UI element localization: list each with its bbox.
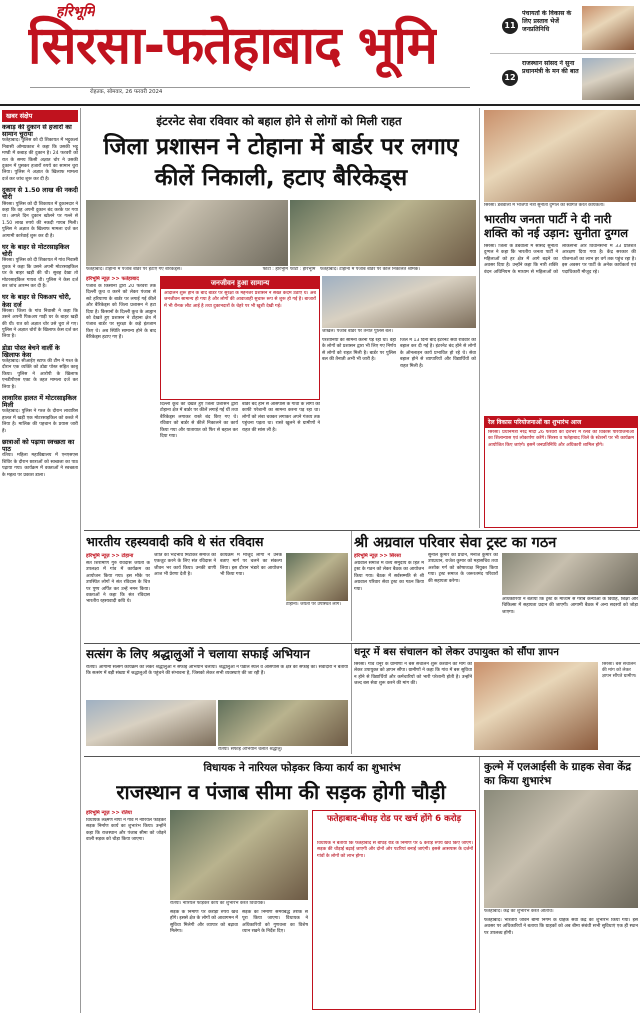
brief-item-body: सिरसा। जिला के गांव निवासी ने कहा कि उसने अपनी पिकअप गाड़ी घर के बाहर खड़ी की थी। रात को अज्ञात चोर उसे चुरा ले गए। पुलिस ने अज्ञात चोरों के खिलाफ केस दर्ज कर लिया है। bbox=[2, 308, 78, 340]
brief-item-head: घर के बाहर से मोटरसाइकिल चोरी bbox=[2, 242, 70, 259]
ravidas-photo bbox=[286, 553, 348, 601]
lead-box-body: आंदोलन शुरू होने के बाद बार्डर पर सुरक्षा के मद्देनजर प्रशासन ने सख्त कदम उठाए थे। अब जनजीवन सामान्य हो गया है और लोगों की आवाजाही सुचारू रूप से शुरू हो गई है। बाजारों में भी रौनक लौट आई है तथा दुकानदारों के चेहरे पर भी खुशी देखी गई। bbox=[164, 291, 316, 309]
teaser-2-photo bbox=[582, 58, 634, 100]
satsang-headline: सत्संग के लिए श्रद्धालुओं ने चलाया सफाई अभियान bbox=[86, 647, 310, 661]
brief-item-body: फतेहाबाद। सीआईए स्टाफ की टीम ने गश्त के दौरान एक व्यक्ति को डोडा पोस्त सहित काबू किया। पुलिस ने आरोपी के खिलाफ एनडीपीएस एक्ट के तहत मामला दर्ज कर लिया है। bbox=[2, 359, 78, 390]
brief-label: खबर संक्षेप bbox=[2, 110, 78, 122]
brief-item-body: सिरसा। पुलिस को दी शिकायत में दुकानदार ने कहा कि वह अपनी दुकान बंद करके घर गया था। अगले दिन दुकान खोलने पर गल्ले से 1.50 लाख रुपये की नकदी गायब मिली। पुलिस ने अज्ञात के खिलाफ मामला दर्ज कर आगामी कार्रवाई शुरू कर दी है। bbox=[2, 201, 78, 239]
lead-body-col5: जिले में 13 दिनों बाद इंटरनेट सेवा रविवार को बहाल कर दी गई है। इंटरनेट बंद होने से लोगों के ऑनलाइन कार्य प्रभावित हो रहे थे। सेवा बहाल होने से व्यापारियों और विद्यार्थियों को राहत मिली है। bbox=[400, 338, 476, 369]
kulme-body: फतेहाबाद। भारतीय जीवन बीमा निगम के ग्राहक सेवा केंद्र का शुभारंभ किया गया। इस अवसर पर अधिकारियों ने बताया कि ग्राहकों को अब बीमा संबंधी सभी सुविधाएं एक ही स्थान पर उपलब्ध होंगी। bbox=[484, 918, 638, 936]
lead-photo-credit-2: फोटो : हरिभूमि bbox=[290, 267, 316, 272]
agrawal-body-col2: सुनील कुमार को प्रधान, मनोज कुमार को उपप्रधान, राजेश कुमार को महासचिव तथा अशोक गर्ग को कोषाध्यक्ष नियुक्त किया गया। ट्रस्ट समाज के जरूरतमंद परिवारों की सहायता करेगा। bbox=[428, 553, 498, 584]
brief-item bbox=[2, 187, 78, 240]
brand-name: हरिभूमि bbox=[56, 4, 95, 20]
satsang-photo-caption: रतिया। सफाई अभियान चलाते श्रद्धालु। bbox=[218, 747, 283, 752]
rail-box bbox=[484, 416, 638, 528]
teaser-2-number: 12 bbox=[502, 70, 518, 86]
teaser-1-photo bbox=[582, 6, 634, 50]
lead-body-col3: बार्डर बंद होने से आसपास के गांवों के लोगों को काफी परेशानी का सामना करना पड़ रहा था। लोगों को लंबा चक्कर लगाकर अपने गंतव्य तक पहुंचना पड़ता था। रास्ते खुलने से ग्रामीणों ने राहत की सांस ली है। bbox=[242, 402, 320, 433]
column-rule bbox=[351, 644, 352, 754]
dhanur-body: सिरसा। गांव धनूर के ग्रामीणों ने बस संचालन शुरू करवाने की मांग को लेकर उपायुक्त को ज्ञापन सौंपा। ग्रामीणों ने कहा कि गांव में बस सुविधा न होने से विद्यार्थियों और कर्मचारियों को भारी परेशानी होती है। उन्होंने जल्द बस सेवा शुरू करने की मांग की। bbox=[354, 662, 472, 687]
kulme-headline: कुल्मे में एलआईसी के ग्राहक सेवा केंद्र का किया शुभारंभ bbox=[484, 761, 632, 787]
ravidas-body-col3: कार्यक्रम में मौजूद लोगों ने उनके बताए मार्ग पर चलने का संकल्प लिया। इस दौरान भंडारे का आयोजन भी किया गया। bbox=[220, 553, 282, 578]
brief-item bbox=[2, 345, 78, 391]
section-rule bbox=[84, 643, 640, 644]
lead-photo-nails bbox=[290, 200, 476, 266]
road-box-head: फतेहाबाद-बीघड़ रोड पर खर्च होंगे 6 करोड़ bbox=[326, 814, 462, 824]
lead-body-col2: दिल्ली कूच को देखते हुए जिला प्रशासन द्वारा टोहाना क्षेत्र में बार्डर पर कीलें लगाई गई थीं तथा बैरिकेड्स लगाकर रास्ते बंद किए गए थे। रविवार को बार्डर से कीलें निकालने का कार्य किया गया और यातायात को फिर से बहाल कर दिया गया। bbox=[160, 402, 238, 440]
kulme-photo bbox=[484, 790, 638, 908]
column-rule bbox=[80, 108, 81, 1013]
brief-item-body: सिरसा। पुलिस को दी शिकायत में गांव निवासी युवक ने कहा कि उसने अपनी मोटरसाइकिल घर के बाहर खड़ी की थी। सुबह देखा तो मोटरसाइकिल गायब थी। पुलिस ने केस दर्ज कर जांच आरम्भ कर दी है। bbox=[2, 258, 78, 289]
lead-photo-caption-3: जाखल। पंजाब बार्डर पर तैनात पुलिस बल। bbox=[322, 329, 393, 334]
teaser-1-number: 11 bbox=[502, 18, 518, 34]
brief-item bbox=[2, 439, 78, 479]
lead-box-head: जनजीवन हुआ सामान्य bbox=[161, 277, 319, 289]
brief-item-head: लावारिस हालत में मोटरसाइकिल मिली bbox=[2, 394, 77, 410]
brief-item-head: छात्राओं को पढ़ाया स्वच्छता का पाठ bbox=[2, 438, 75, 454]
road-byline: हरिभूमि न्यूज़ >> रतिया bbox=[86, 810, 132, 816]
teaser-1[interactable] bbox=[490, 4, 636, 54]
road-body-col2: सड़क के निर्माण पर करोड़ों रुपये खर्च होंगे। इससे क्षेत्र के लोगों को आवागमन में सुविधा मिलेगी और व्यापार को बढ़ावा मिलेगा। bbox=[170, 910, 238, 935]
lead-body-col1: पंजाब के किसानों द्वारा 20 फरवरी तक दिल्ली कूच व करने को लेकर पंजाब से सटे हरियाणा के बार्डर पर लगाई गई कीलें और बैरिकेड्स को जिला प्रशासन ने हटा दिया है। किसानों के दिल्ली कूच के आह्वान को देखते हुए प्रशासन ने टोहाना क्षेत्र में पंजाब बार्डर पर सुरक्षा के कड़े इंतजाम किए थे। अब स्थिति सामान्य होने के बाद बैरिकेड्स हटाए गए हैं। bbox=[86, 284, 156, 341]
bjp-photo-caption: सिरसा। डबवाली में भाजपा नेत्री सुनीता दुग्गल का स्वागत करते कार्यकर्ता। bbox=[484, 203, 605, 208]
dhanur-headline: धनूर में बस संचालन को लेकर उपायुक्त को सौंपा ज्ञापन bbox=[354, 647, 559, 658]
lead-photo-caption-2: फतेहाबाद। टोहाना में पंजाब बार्डर पर कीलें निकालते श्रमिक। bbox=[320, 267, 421, 272]
brief-item bbox=[2, 124, 78, 183]
column-rule bbox=[479, 757, 480, 1013]
agrawal-body-col3: अधिकारियों ने बताया कि ट्रस्ट के माध्यम से गरीब कन्याओं के विवाह, शिक्षा और चिकित्सा में सहायता प्रदान की जाएगी। आगामी बैठक में अन्य सदस्यों को जोड़ा जाएगा। bbox=[502, 597, 638, 615]
satsang-body: रतिया। आगामी सत्संग कार्यक्रम को लेकर श्रद्धालुओं ने सफाई अभियान चलाया। श्रद्धालुओं ने पंडाल स्थल व आसपास के क्षेत्र की सफाई की। सेवादारों ने बताया कि सत्संग में बड़ी संख्या में श्रद्धालुओं के पहुंचने की संभावना है, जिसको लेकर सभी व्यवस्थाएं की जा रही हैं। bbox=[86, 665, 348, 677]
road-inset-box bbox=[312, 810, 476, 1010]
brief-item bbox=[2, 395, 78, 435]
lead-inset-box bbox=[160, 276, 320, 400]
satsang-photo-2 bbox=[218, 700, 348, 746]
agrawal-photo bbox=[502, 553, 638, 595]
teaser-1-text: पंचायतों के विकास के लिए प्रस्ताव भेजें जनप्रतिनिधि bbox=[522, 10, 572, 33]
lead-photo-police bbox=[322, 276, 476, 328]
masthead-title: सिरसा-फतेहाबाद भूमि bbox=[28, 16, 437, 76]
road-body-col3: सड़क का निर्माण समयबद्ध तरीके से पूरा किया जाएगा। विधायक ने अधिकारियों को गुणवत्ता का विशेष ध्यान रखने के निर्देश दिए। bbox=[242, 910, 308, 935]
masthead bbox=[0, 0, 480, 100]
lead-photo-credit-1: फोटो : हरिभूमि bbox=[262, 267, 288, 272]
brief-list bbox=[2, 124, 78, 1010]
top-rule bbox=[0, 104, 640, 106]
road-photo-caption: रतिया। नारियल फोड़कर कार्य का शुभारंभ करते विधायक। bbox=[170, 901, 266, 906]
ravidas-headline: भारतीय रहस्यवादी कवि थे संत रविदास bbox=[86, 534, 264, 549]
lead-headline: जिला प्रशासन ने टोहाना में बार्डर पर लगाए कीलें निकाली, हटाए बैरिकेड्स bbox=[103, 134, 459, 191]
agrawal-byline: हरिभूमि न्यूज़ >> सिरसा bbox=[354, 553, 401, 559]
vidhayak-headline: विधायक ने नारियल फोड़कर किया कार्य का शुभारंभ bbox=[203, 762, 401, 774]
brief-item-head: कबाड़ की दुकान से हजारों का सामान चुराया bbox=[2, 124, 72, 139]
dateline: रोहतक, सोमवार, 26 फरवरी 2024 bbox=[86, 88, 166, 97]
ravidas-body-col1: संत शिरोमणि गुरु रविदास जयंती के उपलक्ष्य में गांव में कार्यक्रम का आयोजन किया गया। इस मौके पर उपस्थित लोगों ने संत रविदास के चित्र पर पुष्प अर्पित कर उन्हें नमन किया। वक्ताओं ने कहा कि संत रविदास भारतीय रहस्यवादी कवि थे। bbox=[86, 561, 150, 605]
teaser-2-text: राजस्थान सांसद ने सुना प्रधानमंत्री के मन की बात bbox=[522, 60, 579, 75]
satsang-photo-1 bbox=[86, 700, 216, 746]
agrawal-body-col1: अग्रवाल समाज में वैश्य समुदाय के हित में ट्रस्ट के गठन को लेकर बैठक का आयोजन किया गया। बैठक में सर्वसम्मति से श्री अग्रवाल परिवार सेवा ट्रस्ट का गठन किया गया। bbox=[354, 561, 424, 592]
brief-item-head: घर के बाहर से पिकअप चोरी, केस दर्ज bbox=[2, 293, 72, 309]
road-body-col1: विधायक लक्ष्मण नापा ने गांव में नारियल फोड़कर सड़क निर्माण कार्य का शुभारंभ किया। उन्होंने कहा कि राजस्थान और पंजाब सीमा को जोड़ने वाली सड़क को चौड़ा किया जाएगा। bbox=[86, 818, 166, 843]
lead-body-col4: परेशानियों का सामना करना पड़ रहा था। वहां के लोगों को प्रशासन द्वारा भी लिए गए निर्णय से लोगों को राहत मिली है। बार्डर पर पुलिस बल की तैनाती अभी भी जारी है। bbox=[322, 338, 396, 363]
brief-item-body: फतेहाबाद। पुलिस ने गश्त के दौरान लावारिस हालत में खड़ी एक मोटरसाइकिल को कब्जे में लिया है। मालिक की पहचान के प्रयास जारी हैं। bbox=[2, 409, 78, 434]
brief-item-body: रतिया। महिला महाविद्यालय में एनएसएस शिविर के दौरान छात्राओं को स्वच्छता का पाठ पढ़ाया गया। कार्यक्रम में वक्ताओं ने स्वच्छता के महत्व पर प्रकाश डाला। bbox=[2, 453, 78, 478]
ravidas-byline: हरिभूमि न्यूज़ >> टोहाना bbox=[86, 553, 134, 559]
road-box-body: विधायक ने बताया कि फतेहाबाद से बीघड़ रोड के निर्माण पर 6 करोड़ रुपये खर्च किए जाएंगे। सड़क की चौड़ाई बढ़ाई जाएगी और दोनों ओर पटरियां बनाई जाएंगी। इससे आसपास के दर्जनों गांवों के लोगों को लाभ होगा। bbox=[317, 841, 473, 859]
brief-item bbox=[2, 294, 78, 340]
dhanur-side-caption: सिरसा। बस संचालन की मांग को लेकर ज्ञापन सौंपते ग्रामीण। bbox=[602, 662, 637, 679]
ravidas-body-col2: जाति का भेदभाव मिटाकर समाज को एकजुट करने के लिए संत रविदास ने जीवन भर कार्य किया। उनकी वाणी आज भी प्रेरणा देती है। bbox=[154, 553, 216, 578]
road-headline: राजस्थान व पंजाब सीमा की सड़क होगी चौड़ी bbox=[116, 780, 446, 804]
brief-item-head: दुकान से 1.50 लाख की नकदी चोरी bbox=[2, 186, 78, 202]
column-rule bbox=[479, 108, 480, 528]
section-rule bbox=[84, 530, 640, 531]
road-photo bbox=[170, 810, 308, 900]
brief-item-head: डोडा पोस्त बेचने वालीं के खिलाफ केस bbox=[2, 343, 60, 359]
rail-body: सिरसा। प्रधानमंत्री नरेंद्र मोदी 26 फरवरी को देशभर में रेलवे की विकास परियोजनाओं का शिलान्यास एवं लोकार्पण करेंगे। सिरसा व फतेहाबाद जिले के स्टेशनों पर भी कार्यक्रम आयोजित किए जाएंगे। इसमें जनप्रतिनिधि और अधिकारी शामिल होंगे। bbox=[488, 430, 634, 448]
rail-label: रेल विकास परियोजनाओं का शुभारंभ आज bbox=[485, 417, 637, 428]
lead-photo-caption-1: फतेहाबाद। टोहाना में पंजाब बार्डर पर हटाए गए बैरिकेड्स। bbox=[86, 267, 182, 272]
lead-kicker: इंटरनेट सेवा रविवार को बहाल होने से लोगों को मिली राहत bbox=[156, 114, 402, 128]
bjp-body: सिरसा। जिला के डबवाली में सांसद सुनीता दुग्गल ने कहा कि भारतीय जनता पार्टी ने महिलाओं को हर क्षेत्र में आगे बढ़ने का अवसर दिया है। उन्होंने कहा कि नारी शक्ति वंदन अधिनियम के माध्यम से महिलाओं को लोकसभा और विधानसभा में 33 प्रतिशत आरक्षण दिया गया है। केंद्र सरकार की योजनाओं का लाभ हर वर्ग तक पहुंच रहा है। इस अवसर पर पार्टी के अनेक कार्यकर्ता एवं पदाधिकारी मौजूद रहे। bbox=[484, 244, 636, 275]
lead-byline: हरिभूमि न्यूज़ >> फतेहाबाद bbox=[86, 276, 139, 282]
bjp-photo bbox=[484, 110, 636, 202]
section-rule bbox=[84, 756, 640, 757]
column-rule bbox=[351, 531, 352, 641]
bjp-headline: भारतीय जनता पार्टी ने दी नारी शक्ति को नई उड़ान: सुनीता दुग्गल bbox=[484, 212, 629, 240]
brief-column bbox=[2, 110, 78, 1010]
lead-photo-barricades bbox=[86, 200, 288, 266]
kulme-photo-caption: फतेहाबाद। केंद्र का शुभारंभ करते अतिथि। bbox=[484, 909, 554, 914]
brief-item-body: फतेहाबाद। पुलिस को दी शिकायत में भट्टूकलां निवासी ओमप्रकाश ने कहा कि उसकी भट्टू मण्डी में कबाड़ की दुकान है। 24 फरवरी को रात के समय किसी अज्ञात चोर ने उसकी दुकान में घुसकर हजारों रुपये का सामान चुरा लिया। पुलिस ने अज्ञात के खिलाफ मामला दर्ज कर जांच शुरू कर दी है। bbox=[2, 138, 78, 182]
teaser-2[interactable] bbox=[490, 56, 636, 104]
agrawal-headline: श्री अग्रवाल परिवार सेवा ट्रस्ट का गठन bbox=[354, 535, 557, 551]
ravidas-photo-caption: टोहाना। जयंती पर उपस्थित लोग। bbox=[286, 602, 342, 607]
dhanur-photo bbox=[474, 662, 598, 750]
brief-item bbox=[2, 244, 78, 290]
